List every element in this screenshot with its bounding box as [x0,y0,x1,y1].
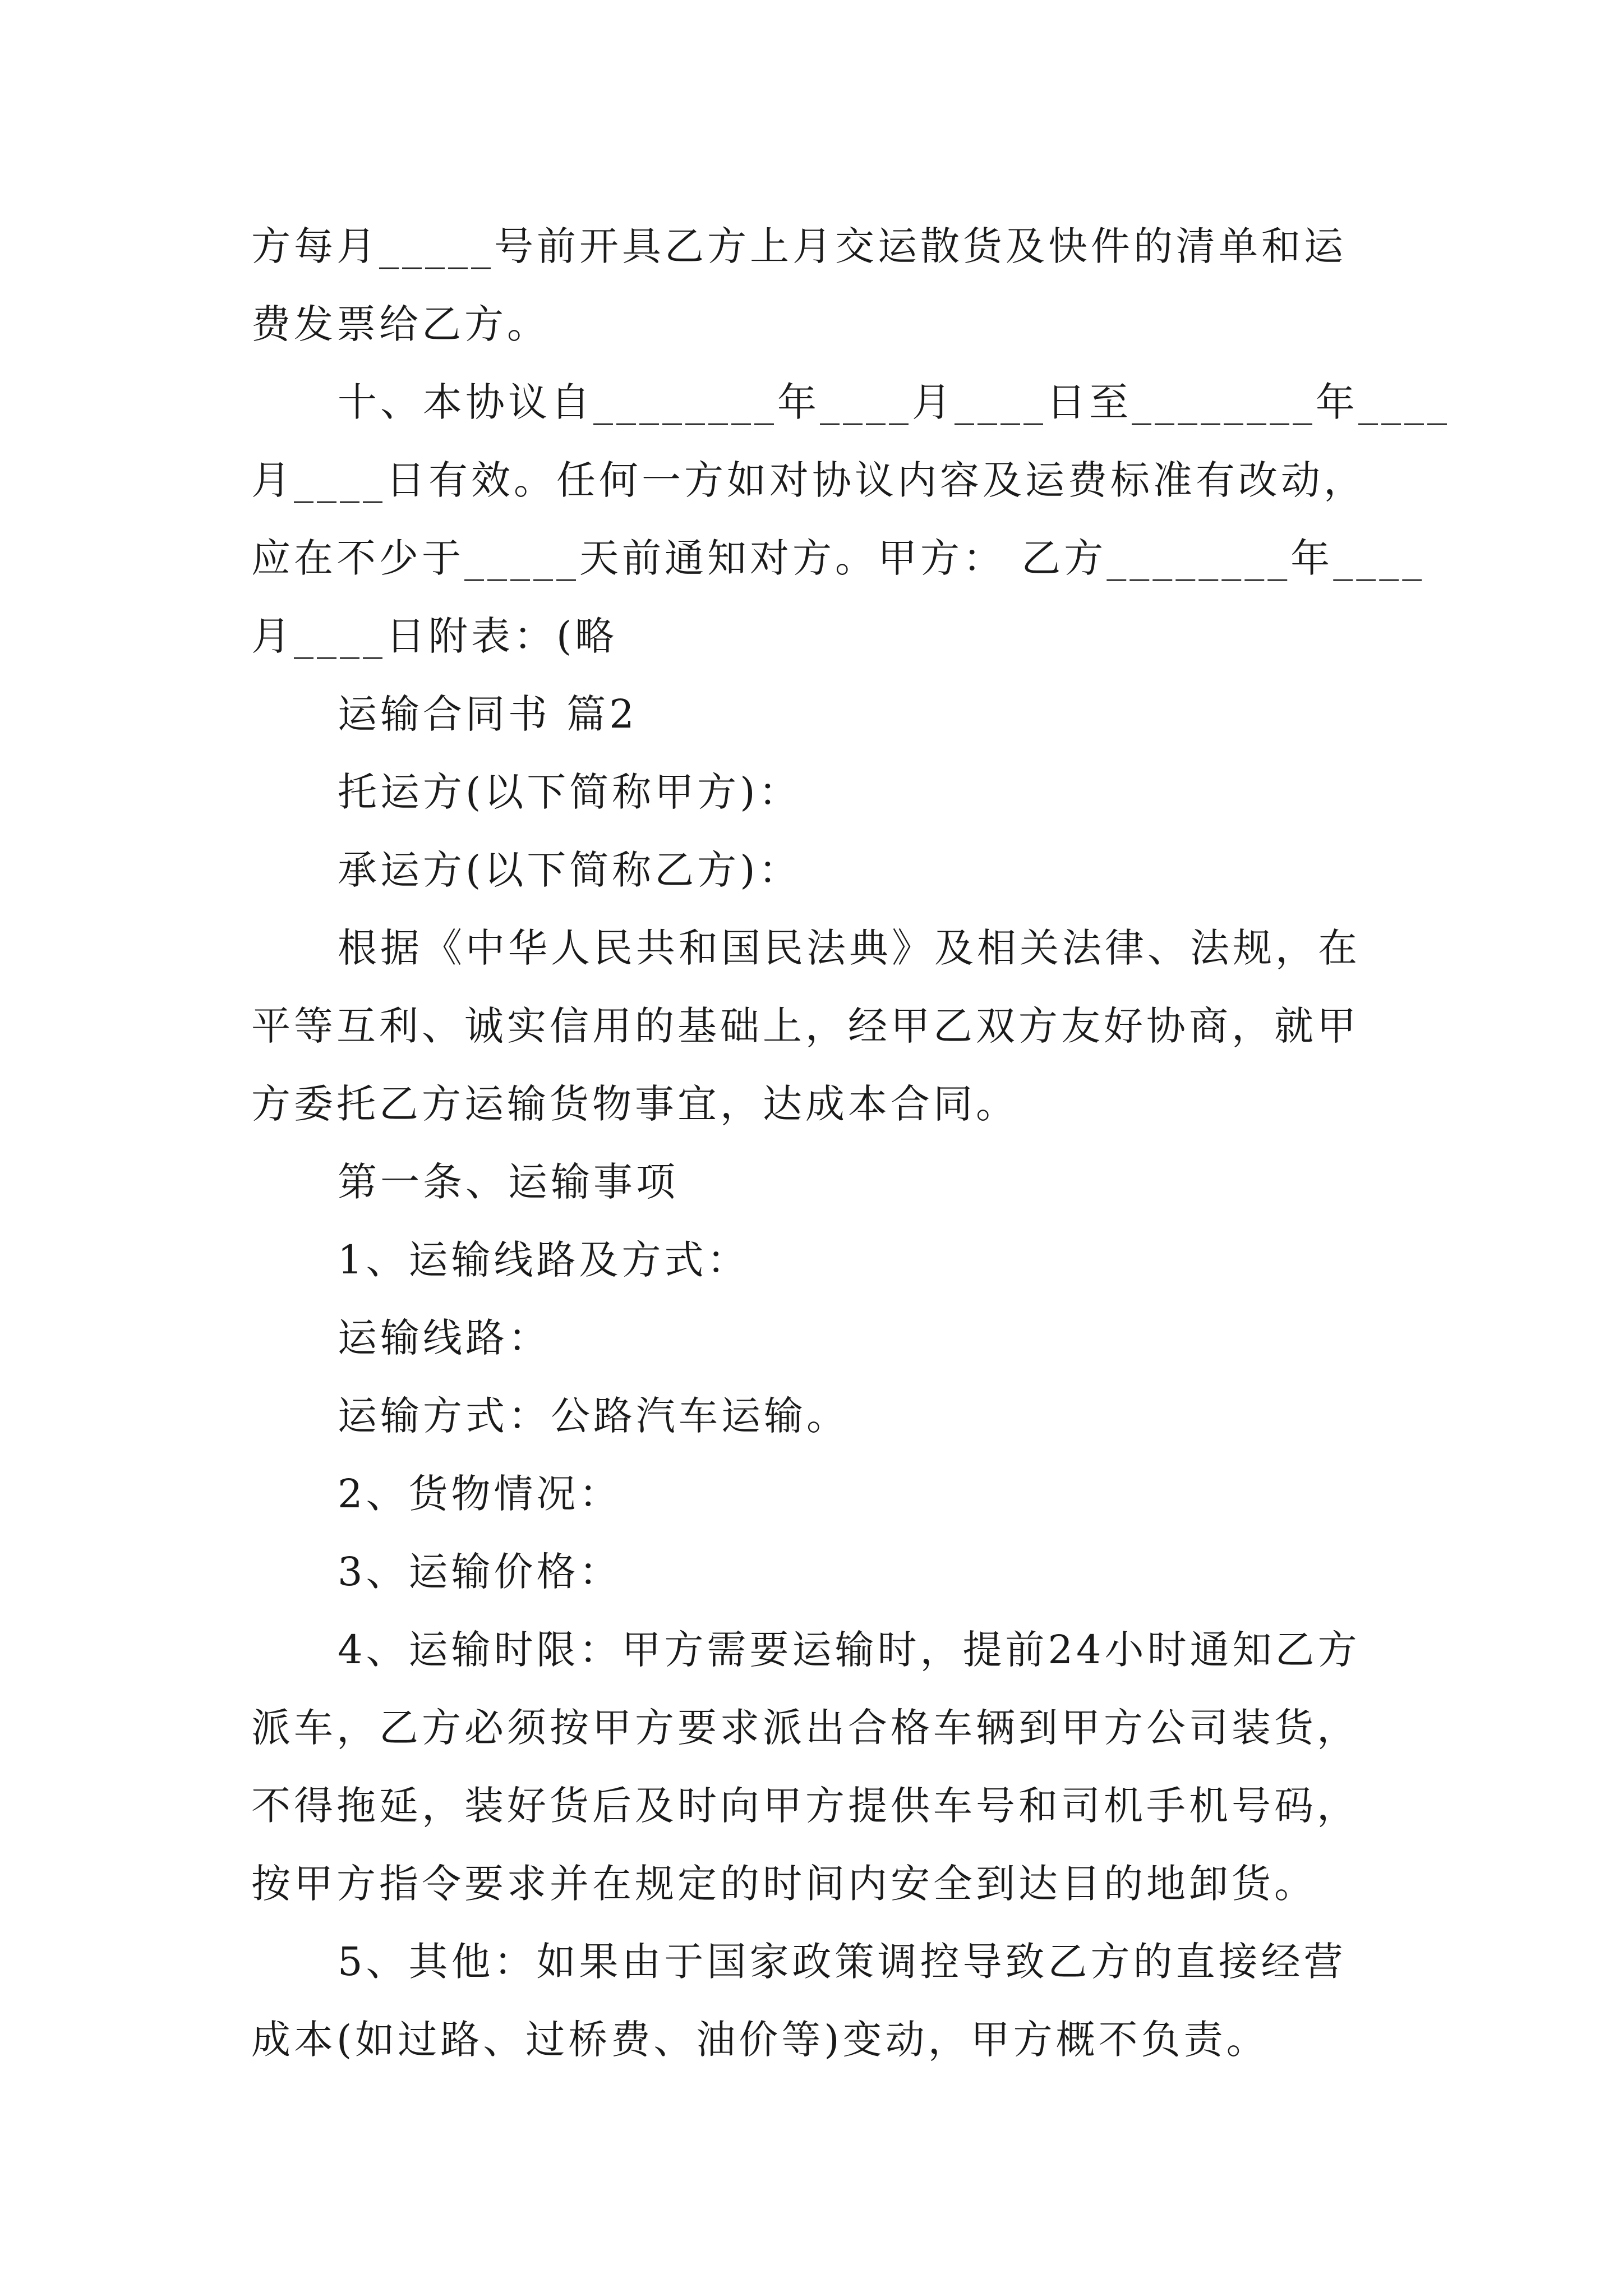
article-heading: 第一条、运输事项 [338,1159,679,1205]
text-line: 根据《中华人民共和国民法典》及相关法律、法规，在 [338,925,1361,971]
text-line: 十、本协议自________年____月____日至________年____ [338,379,1450,425]
text-line: 方委托乙方运输货物事宜，达成本合同。 [251,1081,1018,1127]
text-line: 方每月_____号前开具乙方上月交运散货及快件的清单和运 [251,223,1347,269]
text-line: 月____日有效。任何一方如对协议内容及运费标准有改动， [251,457,1366,503]
text-line: 承运方(以下简称乙方)： [338,847,801,893]
text-line: 不得拖延，装好货后及时向甲方提供车号和司机手机号码， [251,1783,1359,1829]
text-line: 4、运输时限：甲方需要运输时，提前24小时通知乙方 [338,1627,1361,1673]
text-line: 费发票给乙方。 [251,301,550,347]
text-line: 成本(如过路、过桥费、油价等)变动，甲方概不负责。 [251,2017,1269,2063]
section-heading: 运输合同书 篇2 [338,691,638,737]
text-line: 托运方(以下简称甲方)： [338,769,801,815]
text-line: 应在不少于_____天前通知对方。甲方： 乙方________年____ [251,535,1426,581]
text-line: 运输方式：公路汽车运输。 [338,1393,849,1439]
document-page [251,208,1450,2079]
text-line: 派车，乙方必须按甲方要求派出合格车辆到甲方公司装货， [251,1705,1359,1751]
text-line: 1、运输线路及方式： [338,1237,750,1283]
text-line: 按甲方指令要求并在规定的时间内安全到达目的地卸货。 [251,1861,1317,1907]
text-line: 5、其他：如果由于国家政策调控导致乙方的直接经营 [338,1939,1347,1985]
text-line: 运输线路： [338,1315,551,1361]
text-line: 平等互利、诚实信用的基础上，经甲乙双方友好协商，就甲 [251,1003,1359,1049]
text-line: 月____日附表：(略 [251,613,618,659]
text-line: 2、货物情况： [338,1471,622,1517]
text-line: 3、运输价格： [338,1549,622,1595]
